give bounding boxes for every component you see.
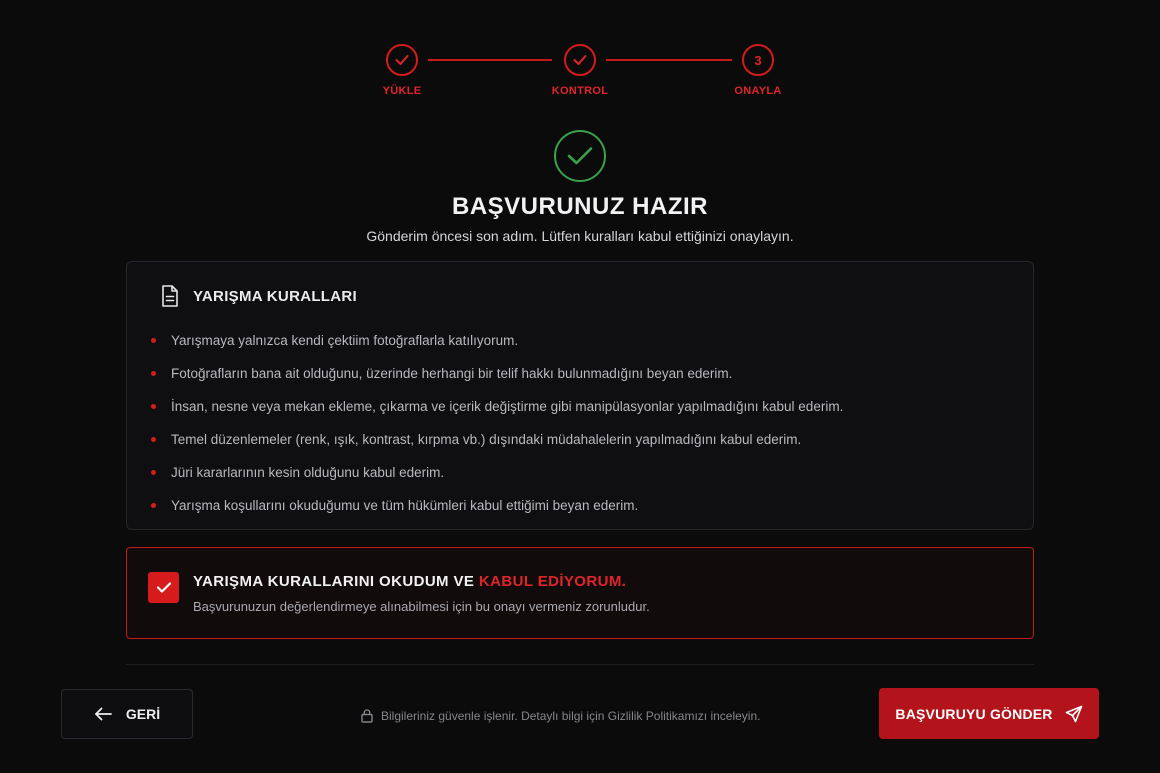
rule-text: Yarışmaya yalnızca kendi çektiim fotoğraflarla katılıyorum.: [171, 333, 519, 348]
list-item: [151, 423, 843, 456]
bullet-icon: [151, 470, 156, 475]
consent-note: Başvurunuzun değerlendirmeye alınabilmesi için bu onayı vermeniz zorunludur.: [193, 599, 650, 614]
step-label-control: KONTROL: [551, 85, 609, 97]
consent-title-accent: KABUL EDİYORUM.: [478, 573, 627, 590]
list-item: [151, 456, 843, 489]
step-1-check-icon: [386, 44, 418, 76]
list-item: [151, 357, 843, 390]
document-icon: [159, 284, 181, 308]
step-2-check-icon: [564, 44, 596, 76]
list-item: [151, 390, 843, 423]
submit-button[interactable]: [879, 688, 1099, 739]
step-label-confirm: ONAYLA: [734, 85, 782, 97]
rules-header: [159, 284, 357, 308]
list-item: [151, 489, 843, 522]
bullet-icon: [151, 404, 156, 409]
list-item: [151, 324, 843, 357]
lock-icon: [360, 708, 374, 723]
rule-text: Jüri kararlarının kesin olduğunu kabul ederim.: [171, 465, 445, 480]
page-title: BAŞVURUNUZ HAZIR: [452, 193, 708, 220]
divider: [126, 664, 1034, 665]
step-connector: [606, 59, 732, 61]
privacy-notice: [360, 708, 760, 723]
checkmark-icon: [156, 581, 172, 594]
back-button[interactable]: [61, 689, 193, 739]
page-subtitle: Gönderim öncesi son adım. Lütfen kuralları kabul ettiğinizi onaylayın.: [366, 228, 794, 244]
consent-checkbox[interactable]: [148, 572, 179, 603]
bullet-icon: [151, 338, 156, 343]
consent-title: [193, 573, 626, 590]
success-check-icon: [554, 130, 606, 182]
consent-title-main: YARIŞMA KURALLARINI OKUDUM VE: [193, 573, 479, 590]
privacy-text: Bilgileriniz güvenle işlenir. Detaylı bilgi için Gizlilik Politikamızı inceleyin.: [381, 708, 761, 723]
rules-card: [126, 261, 1034, 530]
rule-text: Fotoğrafların bana ait olduğunu, üzerinde herhangi bir telif hakkı bulunmadığını beyan ederim.: [171, 366, 733, 381]
bullet-icon: [151, 503, 156, 508]
bullet-icon: [151, 437, 156, 442]
step-label-upload: YÜKLE: [382, 85, 422, 97]
rule-text: Temel düzenlemeler (renk, ışık, kontrast, kırpma vb.) dışındaki müdahalelerin yapılmadığını kabul ederim.: [171, 432, 802, 447]
rule-text: Yarışma koşullarını okuduğumu ve tüm hükümleri kabul ettiğimi beyan ederim.: [171, 498, 639, 513]
consent-checkbox-card[interactable]: [126, 547, 1034, 639]
rule-text: İnsan, nesne veya mekan ekleme, çıkarma ve içerik değiştirme gibi manipülasyonlar yapılmadığını kabul ederim.: [171, 399, 844, 414]
back-button-label: GERİ: [125, 706, 161, 722]
rules-list: [151, 324, 843, 522]
step-connector: [428, 59, 552, 61]
arrow-left-icon: [94, 707, 112, 721]
send-icon: [1065, 705, 1083, 723]
rules-title: YARIŞMA KURALLARI: [193, 287, 357, 305]
step-3-number: 3: [742, 44, 774, 76]
bullet-icon: [151, 371, 156, 376]
stepper: [0, 44, 1160, 104]
submit-button-label: BAŞVURUYU GÖNDER: [895, 705, 1053, 722]
